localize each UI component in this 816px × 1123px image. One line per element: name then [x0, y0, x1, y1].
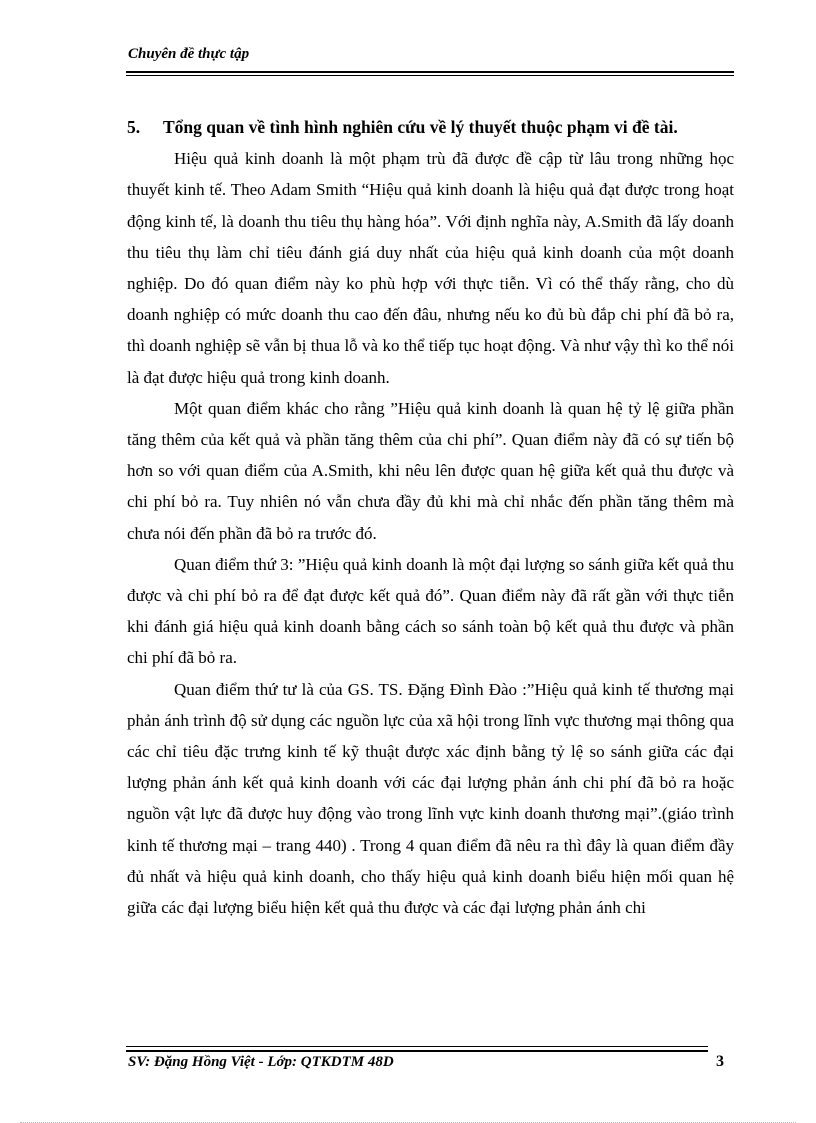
paragraph-2: Một quan điểm khác cho rằng ”Hiệu quả kinh doanh là quan hệ tỷ lệ giữa phần tăng thêm của kết quả và phần tăng thêm của chi phí”. Quan điểm này đã có sự tiến bộ hơn so với quan điểm của A.Smith, khi nêu lên được quan hệ giữa kết quả thu được và chi phí bỏ ra. Tuy nhiên nó vẫn chưa đầy đủ khi mà chỉ nhắc đến phần tăng thêm mà chưa nói đến phần đã bỏ ra trước đó. — [127, 398, 734, 543]
footer-author: SV: Đặng Hồng Việt - Lớp: QTKDTM 48D — [128, 1054, 394, 1070]
footer-rule-thin — [126, 1046, 708, 1047]
paragraph-1: Hiệu quả kinh doanh là một phạm trù đã được đề cập từ lâu trong những học thuyết kinh tế. Theo Adam Smith “Hiệu quả kinh doanh là hiệu quả đạt được trong hoạt động kinh tế, là doanh thu tiêu thụ hàng hóa”. Với định nghĩa này, A.Smith đã lấy doanh thu tiêu thụ làm chỉ tiêu đánh giá duy nhất của hiệu quả kinh doanh của một doanh nghiệp. Do đó quan điểm này ko phù hợp với thực tiễn. Vì có thể thấy rằng, cho dù doanh nghiệp có mức doanh thu cao đến đâu, nhưng nếu ko đủ bù đắp chi phí đã bỏ ra, thì doanh nghiệp sẽ vẫn bị thua lỗ và ko thể tiếp tục hoạt động. Và như vậy thì ko thể nói là đạt được hiệu quả trong kinh doanh. — [127, 149, 734, 387]
header-rule — [126, 71, 734, 73]
section-title: Tổng quan về tình hình nghiên cứu về lý thuyết thuộc phạm vi đề tài. — [163, 117, 678, 137]
paragraph-4: Quan điểm thứ tư là của GS. TS. Đặng Đình Đào :”Hiệu quả kinh tế thương mại phản ánh trình độ sử dụng các nguồn lực của xã hội trong lĩnh vực thương mại thông qua các chỉ tiêu đặc trưng kinh tế kỹ thuật được xác định bằng tỷ lệ so sánh giữa các đại lượng phản ánh kết quả kinh doanh với các đại lượng phản ánh chi phí đã bỏ ra hoặc nguồn vật lực đã được huy động vào trong lĩnh vực kinh doanh thương mại”.(giáo trình kinh tế thương mại – trang 440) . Trong 4 quan điểm đã nêu ra thì đây là quan điểm đầy đủ nhất và hiệu quả kinh doanh, cho thấy hiệu quả kinh doanh biểu hiện mối quan hệ giữa các đại lượng biểu hiện kết quả thu được và các đại lượng phản ánh chi — [127, 679, 734, 918]
footer-rule — [126, 1050, 708, 1052]
section-heading — [127, 112, 734, 143]
page-number: 3 — [716, 1053, 724, 1070]
page-body — [127, 112, 734, 923]
header-rule-thin — [126, 75, 734, 76]
paragraph-3: Quan điểm thứ 3: ”Hiệu quả kinh doanh là một đại lượng so sánh giữa kết quả thu được và chi phí bỏ ra để đạt được kết quả đó”. Quan điểm này đã rất gần với thực tiễn khi đánh giá hiệu quả kinh doanh bằng cách so sánh toàn bộ kết quả thu được và phần chi phí đã bỏ ra. — [127, 554, 734, 668]
page-header-title: Chuyên đề thực tập — [128, 46, 250, 62]
section-number: 5. — [127, 117, 141, 137]
